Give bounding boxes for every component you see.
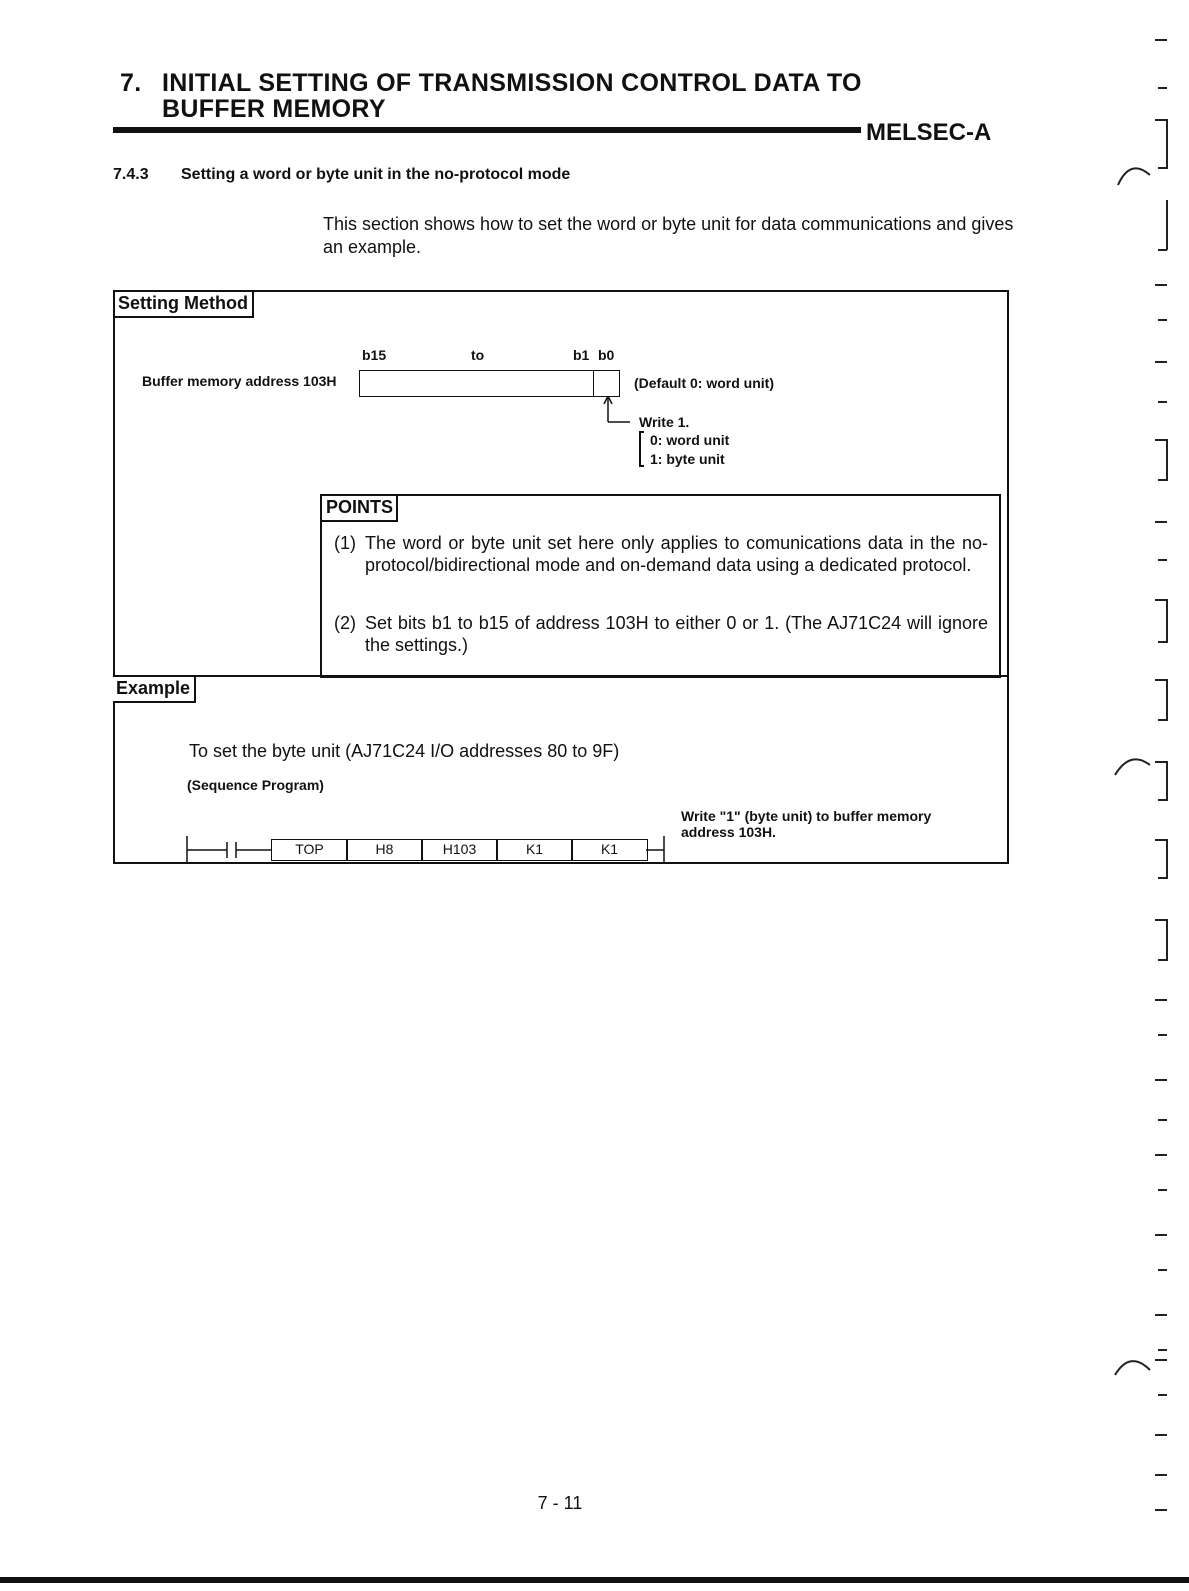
example-tag: Example [113,677,196,703]
section-number: 7.4.3 [113,166,149,183]
chapter-title-line1: INITIAL SETTING OF TRANSMISSION CONTROL DATA TO [162,69,862,97]
option-word-unit: 0: word unit [650,432,730,448]
example-divider [113,675,1009,677]
point-text: The word or byte unit set here only applies to comunications data in the no-protocol/bidirectional mode and on-demand data using a dedicated protocol. [365,533,988,575]
program-label: (Sequence Program) [187,777,324,793]
register-bit0 [593,370,620,397]
page-number: 7 - 11 [537,1493,583,1513]
point-text: Set bits b1 to b15 of address 103H to either 0 or 1. (The AJ71C24 will ignore the settings.) [365,613,988,655]
chapter-title-line2: BUFFER MEMORY [162,95,386,123]
point-number: (1) [334,533,356,553]
brand-label: MELSEC-A [866,119,992,146]
default-note: (Default 0: word unit) [634,375,774,391]
ladder-comment-line1: Write "1" (byte unit) to buffer memory [681,808,932,824]
ladder-right-rail [646,832,670,868]
point-item [334,532,988,576]
bottom-bar [0,1577,1189,1583]
ladder-comment-line2: address 103H. [681,824,776,840]
section-heading [113,166,570,184]
register-upper-bits [359,370,594,397]
instruction-cell: K1 [571,839,648,861]
setting-method-tag: Setting Method [115,292,254,318]
write-note: Write 1. [639,414,690,430]
ladder-contact [184,832,274,868]
point-item [334,612,988,656]
points-tag: POINTS [322,496,398,522]
points-box [320,494,1001,678]
point-number: (2) [334,613,356,633]
header-rule [113,127,861,133]
ladder-comment [681,808,931,840]
bit-label-b15: b15 [362,347,387,363]
example-lead: To set the byte unit (AJ71C24 I/O addresses 80 to 9F) [189,741,620,761]
instruction-cell: K1 [496,839,573,861]
instruction-cell: H8 [346,839,423,861]
option-byte-unit: 1: byte unit [650,451,725,467]
chapter-number: 7. [120,69,142,97]
bit-label-b0: b0 [598,347,615,363]
bit-label-to: to [471,347,485,363]
section-title: Setting a word or byte unit in the no-protocol mode [181,166,571,183]
instruction-cell: TOP [271,839,348,861]
instruction-cell: H103 [421,839,498,861]
register-label: Buffer memory address 103H [142,373,337,389]
binder-marks [1110,30,1189,1550]
chapter-title [120,70,862,122]
bit-label-b1: b1 [573,347,590,363]
section-intro: This section shows how to set the word or byte unit for data communications and gives an example. [323,214,1014,257]
